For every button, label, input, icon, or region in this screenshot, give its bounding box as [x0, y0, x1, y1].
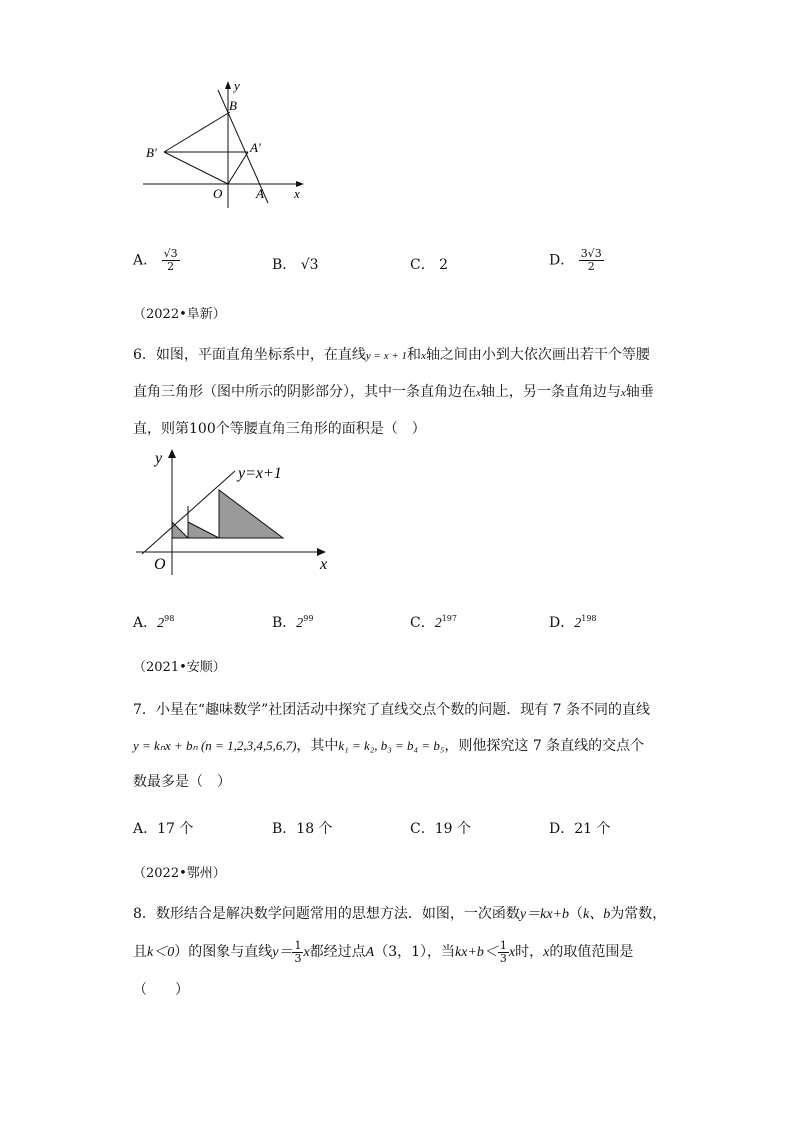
label-x: x	[294, 186, 300, 201]
q8-line-1: 8．数形结合是解决数学问题常用的思想方法．如图，一次函数y＝kx+b（k、b为常数，	[133, 906, 667, 922]
q6-line-3: 直，则第100个等腰直角三角形的面积是（ ）	[133, 421, 426, 437]
fig6-line-label: y=x+1	[238, 465, 282, 482]
q7-options	[133, 818, 693, 848]
q8-text	[133, 896, 673, 1008]
q7-source: （2021•安顺）	[133, 660, 226, 675]
q6-figure	[128, 443, 338, 578]
label-B-prime: B′	[146, 145, 157, 160]
triangle-2	[188, 522, 219, 538]
q7-line-1: 7．小星在“趣味数学”社团活动中探究了直线交点个数的问题．现有 7 条不同的直线	[133, 702, 651, 718]
label-A: A	[256, 186, 264, 201]
q5-option-b[interactable]: B． √3	[272, 257, 319, 273]
q6-option-d[interactable]: D．$2^{198}$	[549, 614, 597, 631]
q8-line-3: （ ）	[133, 982, 189, 998]
fig6-label-O: O	[154, 556, 166, 573]
q7-option-b[interactable]: B．18 个	[272, 821, 333, 837]
q6-source: （2022•阜新）	[133, 307, 226, 322]
q6-options	[133, 612, 693, 642]
q5-option-a[interactable]: A． $\frac{√3}{2}$	[133, 247, 178, 273]
q8-source: （2022•鄂州）	[133, 866, 226, 881]
label-y: y	[234, 78, 240, 93]
triangle-3	[219, 490, 283, 538]
q6-option-a[interactable]: A．$2^{98}$	[133, 614, 175, 631]
sqrt3-over-2: $\frac{√3}{2}$	[163, 247, 178, 273]
q7-option-d[interactable]: D．21 个	[549, 821, 611, 837]
q6-line-1: 6．如图，平面直角坐标系中，在直线y = x + 1和x轴之间由小到大依次画出若干个等腰	[133, 347, 650, 363]
q7-line-3: 数最多是（ ）	[133, 774, 231, 790]
q7-option-c[interactable]: C．19 个	[410, 821, 471, 837]
label-A-prime: A′	[250, 140, 261, 155]
fig6-label-y: y	[155, 450, 163, 467]
q5-options	[133, 248, 693, 278]
q6-option-b[interactable]: B．$2^{99}$	[272, 614, 314, 631]
q5-figure	[140, 78, 310, 208]
q6-line-2: 直角三角形（图中所示的阴影部分），其中一条直角边在x轴上，另一条直角边与x轴垂	[133, 384, 654, 400]
q7-option-a[interactable]: A．17 个	[133, 821, 194, 837]
q6-text	[133, 337, 673, 447]
fig6-label-x: x	[320, 556, 328, 573]
q7-text	[133, 692, 673, 800]
q5-option-c[interactable]: C． 2	[410, 257, 449, 273]
q7-line-2: y = kₙx + bₙ (n = 1,2,3,4,5,6,7)，其中k₁ = k₂, b₃ = b₄ = b₅，则他探究这 7 条直线的交点个	[133, 738, 645, 754]
q8-line-2: 且k＜0）的图象与直线y＝ $\frac{1}{3}$ x都经过点A（3，1），当kx+b＜ $\frac{1}{3}$ x时，x的取值范围是	[133, 938, 634, 965]
triangle-1	[172, 522, 188, 538]
q6-option-c[interactable]: C．$2^{197}$	[410, 614, 457, 631]
q5-option-d[interactable]: D． $\frac{3√3}{2}$	[549, 247, 602, 273]
label-B: B	[229, 98, 237, 113]
label-O: O	[213, 186, 223, 201]
